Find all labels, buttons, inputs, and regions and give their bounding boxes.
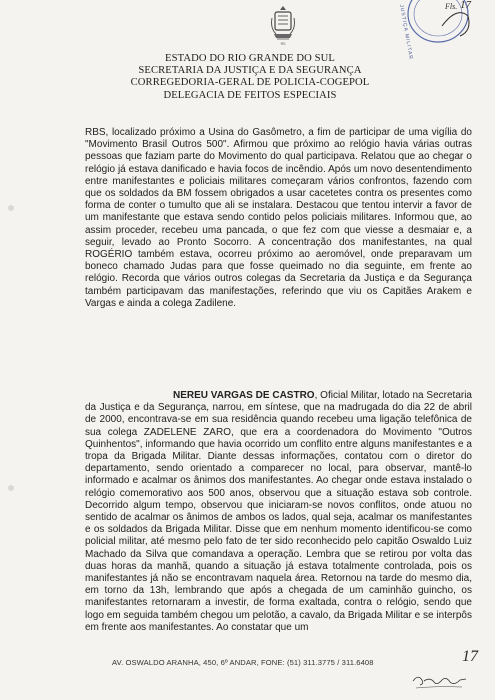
paragraph-rogerio-testimony: RBS, localizado próximo a Usina do Gasômetro, a fim de participar de uma vigília do "Movimento Brasil Outros 500". Afirmou que próximo ao relógio havia várias outras pessoas que faziam parte do Movimento do qual participava. Relatou que ao chegar o relógio já estava danificado e havia focos de incêndio. Após um novo desentendimento entre manifestantes e policiais militares começaram vários confrontos, fazendo com que os soldados da BM fossem obrigados a usar cacetetes contra os presentes como forma de conter o tumulto que ali se instalara. Destacou que tentou intervir a favor de um manifestante que estava sendo contido pelos policiais militares. Informou que, ao assim proceder, recebeu uma pancada, o que fez com que viesse a desmaiar e, a seguir, levado ao Pronto Socorro. A concentração dos manifestantes, na qual ROGÉRIO também estava, ocorreu próximo ao aeromóvel, onde preparavam um boneco chamado Judas para que fosse queimado no dia seguinte, em frente ao relógio. Recorda que vários outros colegas da Secretaria da Justiça e da Segurança também participavam das manifestações, referindo que viu os Capitães Arakem e Vargas e ainda a colega Zadilene. <box>85 127 472 309</box>
paragraph-text: , Oficial Militar, lotado na Secretaria da Justiça e da Segurança, narrou, em síntese, que na madrugada do dia 22 de abril de 2000, encontrava-se em sua residência quando recebeu uma ligação telefônica de sua colega ZADELENE ZARO, que era a coordenadora do Movimento "Outros Quinhentos", informando que havia ocorrido um conflito entre alguns manifestantes e a tropa da Brigada Militar. Diante dessas informações, contatou com o diretor do departamento, sendo orientado a comparecer no local, para observar, mantê-lo informado e acalmar os ânimos dos manifestantes. Ao chegar onde estava instalado o relógio comemorativo aos 500 anos, observou que a situação estava sob controle. Decorrido algum tempo, observou que iniciaram-se novos conflitos, onde atuou no sentido de acalmar os ânimos de ambos os lados, qual seja, acalmar os manifestantes e os soldados da Brigada Militar. Disse que em nenhum momento identificou-se como policial militar, até mesmo pelo fato de ter sido reconhecido pelo capitão Oswaldo Luiz Machado da Silva que comandava a operação. Lembra que se retirou por volta das duas horas da manhã, quando a situação já estava totalmente controlada, pois os manifestantes já não se encontravam naquela área. Retornou na tarde do mesmo dia, em torno da 13h, lembrando que após a chegada de um caminhão guincho, os manifestantes retornaram a investir, de forma exaltada, contra o relógio, sendo que logo em seguida também chegou um pelotão, a cavalo, da Brigada Militar e se interpôs em frente aos manifestantes. Ao constatar que um <box>85 390 472 633</box>
letterhead-corregedoria: CORREGEDORIA-GERAL DE POLICIA-COGEPOL <box>130 77 370 89</box>
svg-text:RS: RS <box>280 42 286 46</box>
state-crest-icon <box>270 4 296 46</box>
paragraph-nereu-testimony <box>85 390 472 634</box>
page-number: 17 <box>462 648 478 665</box>
folio-number: 17 <box>460 0 471 11</box>
binder-hole <box>8 205 14 211</box>
stamp-text: JUSTIÇA MILITAR <box>398 4 414 61</box>
letterhead-delegacia: DELEGACIA DE FEITOS ESPECIAIS <box>163 89 337 101</box>
handwritten-rubric <box>410 672 470 692</box>
folio-label: Fls. <box>445 2 458 11</box>
witness-name: NEREU VARGAS DE CASTRO <box>173 390 315 401</box>
binder-hole <box>8 485 14 491</box>
letterhead <box>120 53 380 102</box>
footer-address: AV. OSWALDO ARANHA, 450, 6º ANDAR, FONE: (51) 311.3775 / 311.6408 <box>112 658 374 667</box>
letterhead-state: ESTADO DO RIO GRANDE DO SUL <box>165 53 335 64</box>
letterhead-secretariat: SECRETARIA DA JUSTIÇA E DA SEGURANÇA <box>138 65 362 77</box>
